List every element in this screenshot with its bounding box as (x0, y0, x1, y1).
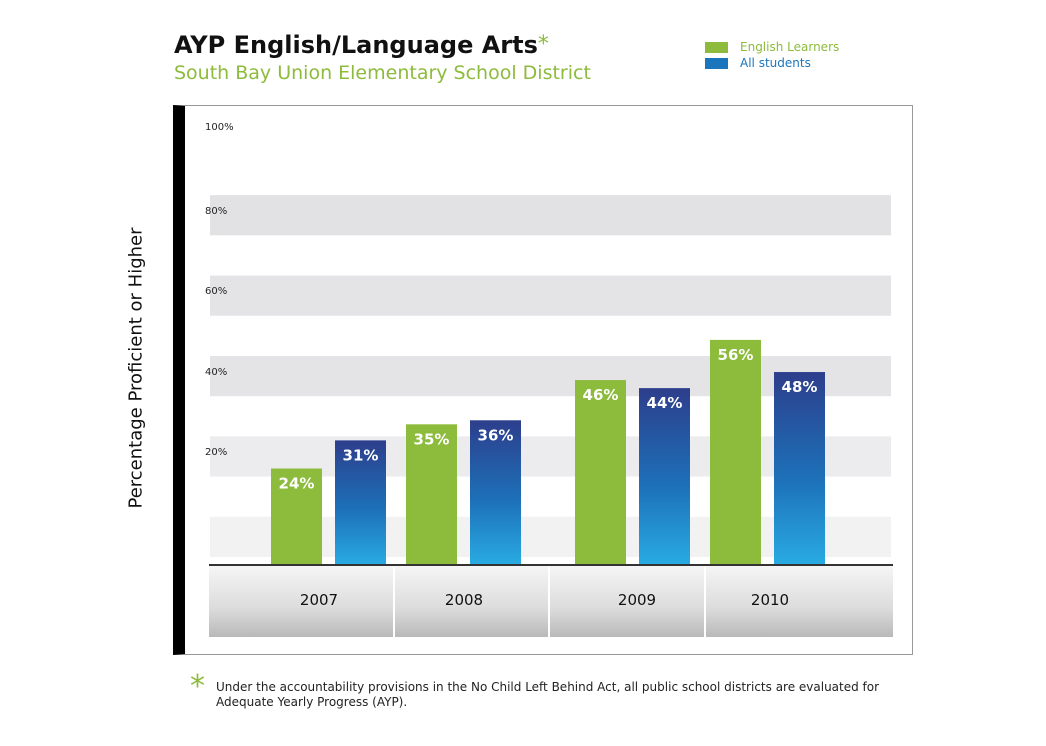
grid-band-0 (210, 195, 891, 235)
bar-all-students-2009 (639, 388, 690, 565)
bar-value-label: 35% (413, 430, 450, 449)
y-tick-label: 60% (205, 286, 228, 297)
x-tick-label-2010: 2010 (750, 591, 790, 609)
legend (705, 39, 839, 71)
legend-label-english-learners: English Learners (740, 40, 840, 54)
chart-frame (173, 105, 913, 655)
bar-value-label: 31% (342, 446, 379, 465)
legend-swatch-all-students (705, 58, 728, 69)
legend-item-english-learners (705, 39, 839, 55)
y-tick-label: 20% (205, 447, 228, 458)
x-tick-label-2009: 2009 (617, 591, 657, 609)
y-tick-label: 100% (205, 122, 234, 133)
bar-value-label: 24% (278, 474, 315, 493)
y-axis-label: Percentage Proficient or Higher (125, 227, 147, 509)
footnote-asterisk: * (190, 669, 205, 704)
legend-label-all-students: All students (740, 56, 811, 70)
legend-swatch-english-learners (705, 42, 728, 53)
bar-value-label: 46% (582, 386, 619, 405)
bar-english-learners-2010 (710, 340, 761, 565)
bar-value-label: 56% (717, 345, 754, 364)
legend-item-all-students (705, 55, 839, 71)
y-tick-label: 80% (205, 206, 228, 217)
title-asterisk: * (537, 32, 549, 57)
x-tick-label-2008: 2008 (444, 591, 484, 609)
bar-value-label: 48% (781, 378, 818, 397)
bar-value-label: 36% (477, 426, 514, 445)
footnote-text: Under the accountability provisions in the No Child Left Behind Act, all public school districts are evaluated for Adequate Yearly Progress (AYP). (216, 680, 880, 709)
bar-all-students-2010 (774, 372, 825, 565)
x-tick-label-2007: 2007 (299, 591, 339, 609)
y-tick-label: 40% (205, 367, 228, 378)
grid-band-1 (210, 276, 891, 316)
chart-plot (185, 106, 912, 654)
bar-value-label: 44% (646, 394, 683, 413)
chart-title: AYP English/Language Arts* (174, 31, 549, 59)
bar-english-learners-2009 (575, 380, 626, 565)
chart-subtitle: South Bay Union Elementary School District (174, 62, 591, 84)
